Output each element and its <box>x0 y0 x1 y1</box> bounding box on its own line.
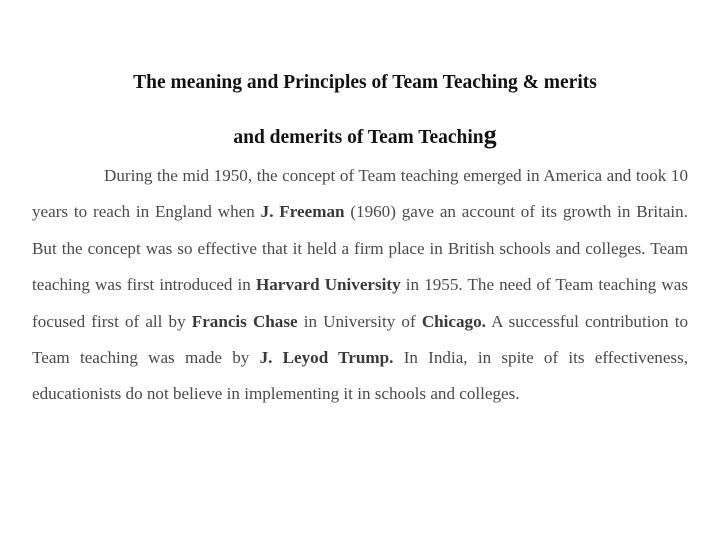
body-paragraph <box>32 158 688 413</box>
name-chicago: Chicago. <box>421 311 486 331</box>
body-text-6: In India, in spite of its effectiveness, educationists do not believe in implementing it in schools and colleges. <box>32 348 688 404</box>
title-line-1: The meaning and Principles of Team Teaching & merits <box>133 72 597 94</box>
name-harvard-university: Harvard University <box>255 275 401 295</box>
slide-title <box>40 68 690 153</box>
title-line-2-text: and demerits of Team Teachin <box>233 127 484 149</box>
body-text-5: A successful contribution to Team teaching was made by <box>32 311 688 368</box>
title-line-2 <box>40 120 690 153</box>
body-text-1: During the mid 1950, the concept of Team teaching emerged in America and took 10 years to reach in England when <box>32 166 688 222</box>
body-text-4: in University of <box>297 311 422 331</box>
title-line-2-last-letter: g <box>483 120 497 150</box>
name-j-freeman: J. Freeman <box>260 202 345 222</box>
name-j-leyod-trump: J. Leyod Trump. <box>259 348 394 368</box>
body-text-3: in 1955. The need of Team teaching was focused first of all by <box>32 275 688 331</box>
name-francis-chase: Francis Chase <box>191 311 298 331</box>
body-text-2: (1960) gave an account of its growth in Britain. But the concept was so effective that it held a firm place in British schools and colleges. Team teaching was first introduced in <box>32 202 688 295</box>
